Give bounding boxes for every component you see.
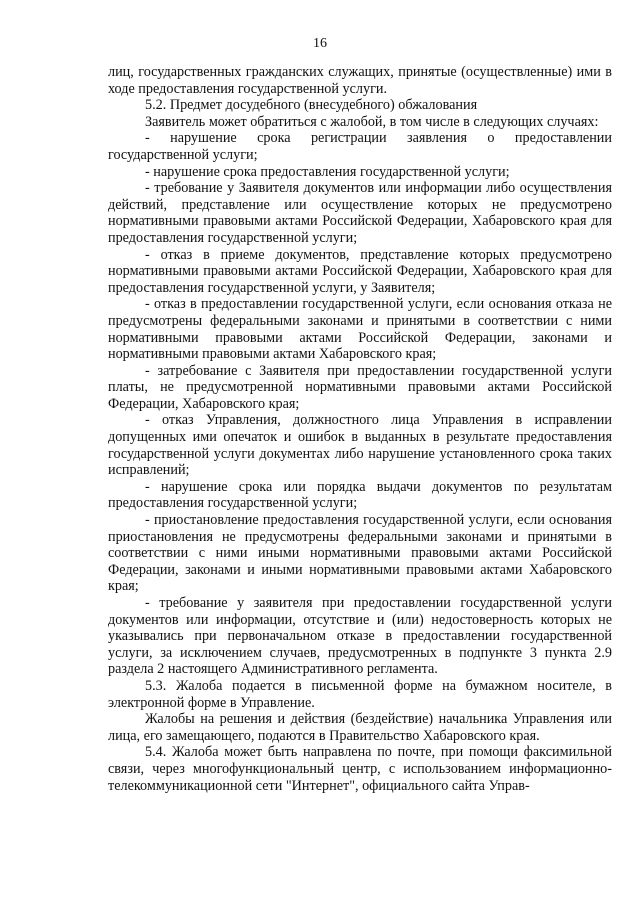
list-item: - отказ в предоставлении государственной услуги, если основания отказа не предусмотрены федеральными законами и принятыми в соответствии с ними нормативными правовыми актами Российской Федерации, законами и нормативными правовыми актами Хабаровского края; xyxy=(108,296,612,363)
paragraph-5-3: 5.3. Жалоба подается в письменной форме на бумажном носителе, в электронной форме в Управление. xyxy=(108,677,612,711)
list-item: - затребование с Заявителя при предоставлении государственной услуги платы, не предусмотренной нормативными правовыми актами Российской Федерации, Хабаровского края; xyxy=(108,362,612,412)
paragraph: Заявитель может обратиться с жалобой, в том числе в следующих случаях: xyxy=(145,113,599,130)
list-item: - приостановление предоставления государственной услуги, если основания приостановления не предусмотрены федеральными законами и принятыми в соответствии с ними иными нормативными правовыми актами Российской Федерации, законами и иными нормативными правовыми актами Хабаровского края; xyxy=(108,512,612,595)
list-item: - отказ Управления, должностного лица Управления в исправлении допущенных ими опечаток и ошибок в выданных в результате предоставления государственной услуги документах либо нарушение установленного срока таких исправлений; xyxy=(108,412,612,479)
list-item: - требование у Заявителя документов или информации либо осуществления действий, представление или осуществление которых не предусмотрено нормативными правовыми актами Российской Федерации, Хабаровского края для предоставления государственной услуги; xyxy=(108,180,612,246)
paragraph: лиц, государственных гражданских служащих, принятые (осуществленные) ими в ходе предоставления государственной услуги. xyxy=(108,64,612,97)
document-body xyxy=(108,64,612,794)
list-item: - требование у заявителя при предоставлении государственной услуги документов или информации, отсутствие и (или) недостоверность которых не указывались при первоначальном отказе в предоставлении государственной услуги, за исключением случаев, предусмотренных в подпункте 3 пункта 2.9 раздела 2 настоящего Административного регламента. xyxy=(108,595,612,678)
section-heading-5-2: 5.2. Предмет досудебного (внесудебного) обжалования xyxy=(145,97,478,114)
page-number: 16 xyxy=(313,36,327,51)
paragraph-5-4: 5.4. Жалоба может быть направлена по почте, при помощи факсимильной связи, через многофункциональный центр, с использованием информационно-телекоммуникационной сети "Интернет", официального сайта Управ- xyxy=(108,744,612,794)
list-item: - нарушение срока или порядка выдачи документов по результатам предоставления государственной услуги; xyxy=(108,478,612,512)
list-item: - нарушение срока предоставления государственной услуги; xyxy=(145,163,510,180)
paragraph: Жалобы на решения и действия (бездействие) начальника Управления или лица, его замещающего, подаются в Правительство Хабаровского края. xyxy=(108,711,612,744)
list-item: - отказ в приеме документов, представление которых предусмотрено нормативными правовыми актами Российской Федерации, Хабаровского края для предоставления государственной услуги, у Заявителя; xyxy=(108,246,612,296)
list-item: - нарушение срока регистрации заявления о предоставлении государственной услуги; xyxy=(108,130,612,163)
